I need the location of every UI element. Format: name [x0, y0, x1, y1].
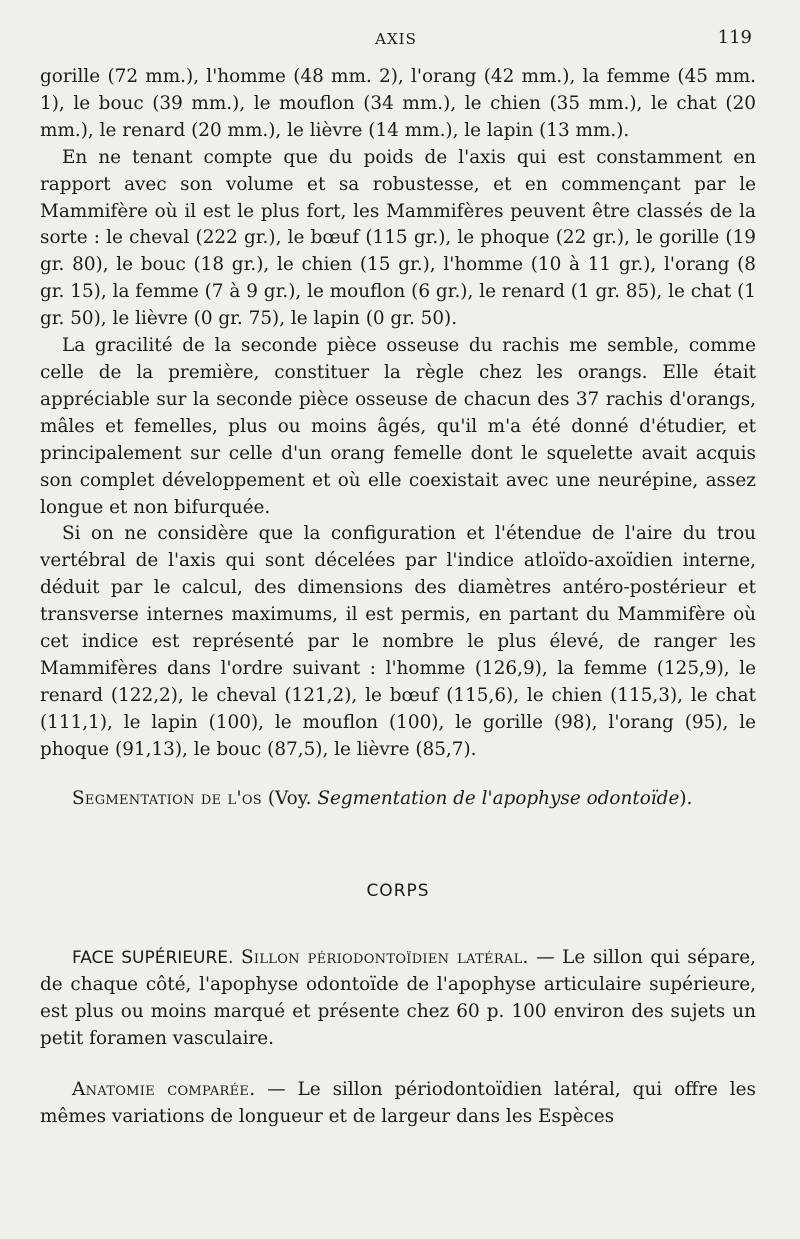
running-head [40, 22, 752, 50]
segmentation-voy: (Voy. [267, 787, 312, 809]
section-heading: CORPS [366, 881, 430, 902]
paragraph-weight-ranking [40, 145, 756, 333]
paragraph-continuation [40, 64, 756, 145]
segmentation-reference: Segmentation de l'apophyse odontoïde [317, 787, 680, 809]
paragraph-4-text: Si on ne considère que la configuration et l'étendue de l'aire du trou vertébral de l'axis qui sont décelées par l'indice atloïdo-axoïdien interne, déduit par le calcul, des dimensions des diamètres antéro-postérieur et transverse internes maximums, il est permis, en partant du Mammifère où cet indice est représenté par le nombre le plus élevé, de ranger les Mammifères dans l'ordre suivant : l'homme (126,9), la femme (125,9), le renard (122,2), le cheval (121,2), le bœuf (115,6), le chien (115,3), le chat (111,1), le lapin (100), le mouflon (100), le gorille (98), l'orang (95), le phoque (91,13), le bouc (87,5), le lièvre (85,7). [40, 523, 756, 760]
paragraph-gracilite [40, 333, 756, 521]
paragraph-2-text: En ne tenant compte que du poids de l'axis qui est constamment en rapport avec son volume et sa robustesse, et en commençant par le Mammifère où il est le plus fort, les Mammifères peuvent être classés de la sorte : le cheval (222 gr.), le bœuf (115 gr.), le phoque (22 gr.), le gorille (19 gr. 80), le bouc (18 gr.), le chien (15 gr.), l'homme (10 à 11 gr.), l'orang (8 gr. 15), la femme (7 à 9 gr.), le mouflon (6 gr.), le renard (1 gr. 85), le chat (1 gr. 50), le lièvre (0 gr. 75), le lapin (0 gr. 50). [40, 146, 756, 330]
body-text [40, 64, 756, 1131]
anatomie-comparee-text: — Le sillon périodontoïdien latéral, qui offre les mêmes variations de longueur et de largeur dans les Espèces [40, 1079, 756, 1127]
segmentation-line [40, 786, 756, 813]
face-superieure-paragraph [40, 945, 756, 1053]
segmentation-close: ). [679, 787, 693, 809]
paragraph-indice [40, 521, 756, 763]
anatomie-comparee-label: Anatomie comparée. [72, 1079, 256, 1100]
paragraph-3-text: La gracilité de la seconde pièce osseuse du rachis me semble, comme celle de la première, constituer la règle chez les orangs. Elle était appréciable sur la seconde pièce osseuse de chacun des 37 rachis d'orangs, mâles et femelles, plus ou moins âgés, qu'il m'a été donné d'étudier, et principalement sur celle d'un orang femelle dont le squelette avait acquis son complet développement et où elle coexistait avec une neurépine, assez longue et non bifurquée. [40, 335, 756, 518]
page-number: 119 [717, 27, 752, 48]
anatomie-comparee-paragraph [40, 1077, 756, 1131]
paragraph-1-text: gorille (72 mm.), l'homme (48 mm. 2), l'orang (42 mm.), la femme (45 mm. 1), le bouc (39 mm.), le mouflon (34 mm.), le chien (35 mm.), le chat (20 mm.), le renard (20 mm.), le lièvre (14 mm.), le lapin (13 mm.). [40, 66, 756, 141]
segmentation-label: Segmentation de l'os [72, 787, 262, 809]
face-superieure-text: — Le sillon qui sépare, de chaque côté, l'apophyse odontoïde de l'apophyse articulaire supérieure, est plus ou moins marqué et présente chez 60 p. 100 environ des sujets un petit foramen vasculaire. [40, 947, 756, 1050]
sillon-subhead: Sillon périodontoïdien latéral. [241, 947, 529, 969]
face-superieure-lead: FACE SUPÉRIEURE. [72, 948, 234, 969]
running-title: AXIS [375, 30, 417, 48]
